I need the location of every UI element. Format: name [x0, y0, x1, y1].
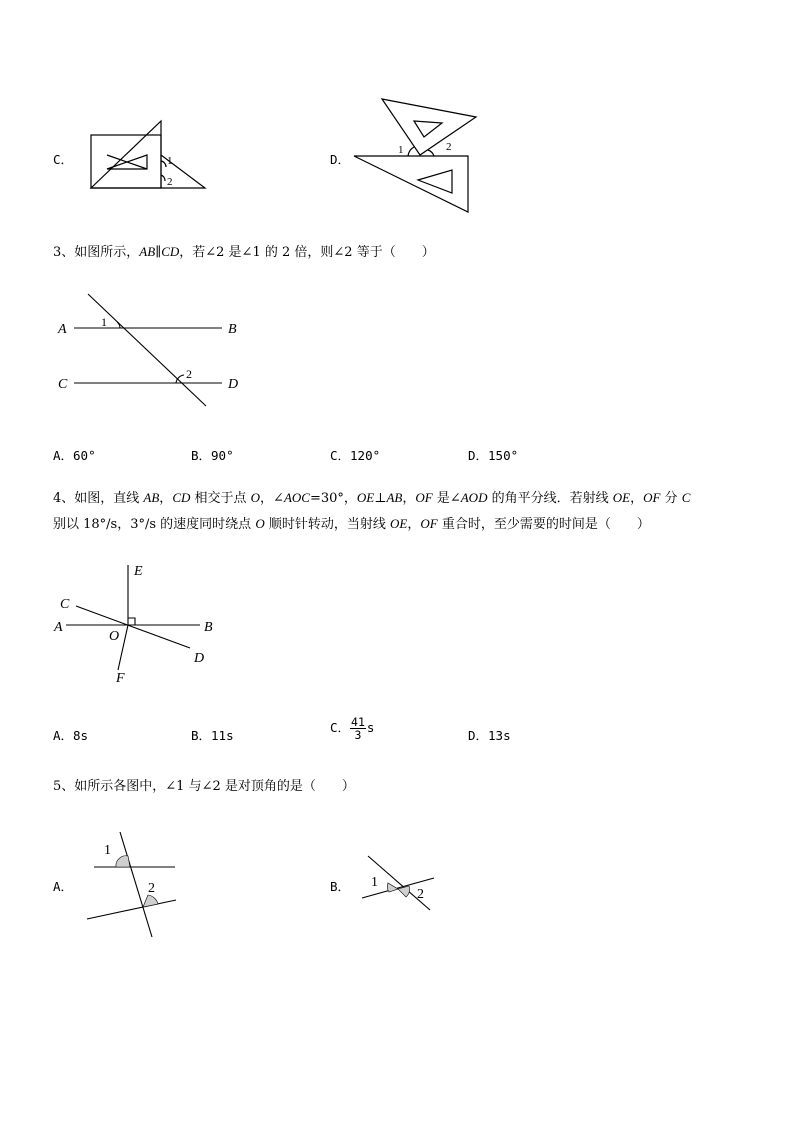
q4-l1-cd: CD [172, 490, 191, 505]
q5-a-angle1: 1 [104, 843, 111, 858]
q4-l1-of: OF [415, 490, 433, 505]
q3-option-a[interactable]: A．60° [53, 448, 96, 463]
q4-l1-t8: 是∠ [432, 491, 461, 506]
q4-l1-t11: 分 [660, 491, 682, 506]
q5-option-a-figure [82, 826, 182, 941]
question-5-text: 5、如所示各图中，∠1 与∠2 是对顶角的是（ ） [53, 779, 355, 794]
q4-l1-aoc: AOC [283, 490, 310, 505]
q4-l2-t3: ， [407, 517, 421, 532]
q4-l2-t1: 别以 18°/s，3°/s 的速度同时绕点 [53, 517, 256, 532]
q4-option-c-label: C． [330, 720, 351, 736]
q4-option-c-num: 41 [351, 715, 365, 729]
option-d-label: D． [330, 152, 351, 167]
q4-l1-t9: 的角平分线．若射线 [487, 491, 613, 506]
q4-l1-t3: 相交于点 [190, 491, 251, 506]
question-4-figure [50, 558, 230, 688]
q3-angle2: 2 [186, 367, 192, 381]
q4-l1-aod: AOD [460, 490, 488, 505]
option-c-label: C． [53, 152, 74, 167]
q4-label-e: E [134, 564, 143, 579]
q4-l1-o: O [250, 490, 261, 505]
q4-option-d[interactable]: D．13s [468, 728, 511, 743]
q3-label-c: C [58, 377, 68, 392]
option-d-figure [348, 95, 478, 215]
question-4-line1 [53, 487, 690, 506]
q3-text-post: ，若∠2 是∠1 的 2 倍，则∠2 等于（ ） [179, 245, 435, 260]
q4-l2-t4: 重合时，至少需要的时间是（ ） [437, 517, 650, 532]
q4-label-f: F [116, 671, 125, 686]
q3-ab: AB [139, 244, 156, 259]
q4-l2-of: OF [420, 516, 438, 531]
option-c-angle1: 1 [167, 155, 173, 167]
q4-l2-t2: 顺时针转动，当射线 [264, 517, 390, 532]
q3-cd: CD [161, 244, 180, 259]
q4-option-b[interactable]: B．11s [191, 728, 234, 743]
q4-l1-c: C [681, 490, 691, 505]
q4-label-d: D [194, 651, 205, 666]
q3-text-pre: 如图所示， [74, 245, 140, 260]
question-3-text [53, 241, 435, 260]
q4-l1-t4: ，∠ [260, 491, 284, 506]
q3-option-b[interactable]: B．90° [191, 448, 234, 463]
q3-number: 3、 [53, 245, 75, 260]
question-3-figure [52, 288, 257, 413]
q4-option-a[interactable]: A．8s [53, 728, 89, 743]
q4-label-a: A [54, 620, 63, 635]
q5-option-b-label[interactable]: B． [330, 879, 351, 894]
q4-option-c-den: 3 [354, 728, 362, 743]
q5-option-a-label[interactable]: A． [53, 879, 74, 894]
q3-parallel: ∥ [155, 245, 162, 260]
q4-l1-of2: OF [643, 490, 661, 505]
option-d-angle1: 1 [398, 144, 404, 156]
q3-option-c[interactable]: C．120° [330, 448, 381, 463]
q4-option-c-fraction [350, 716, 366, 741]
option-d-angle2: 2 [446, 141, 452, 153]
q4-label-o: O [109, 629, 120, 644]
q5-b-angle1: 1 [371, 875, 378, 890]
q4-option-c[interactable] [330, 716, 374, 741]
q5-option-b-figure [358, 852, 440, 914]
q4-label-c: C [60, 597, 70, 612]
q4-l1-t5: =30°， [309, 491, 357, 506]
q4-l1-ab: AB [143, 490, 160, 505]
option-c-figure [85, 115, 210, 195]
q4-l1-oe: OE [356, 490, 375, 505]
q4-label-b: B [204, 620, 213, 635]
q5-b-angle2: 2 [417, 887, 424, 902]
q4-l1-t7: ， [402, 491, 416, 506]
q4-l1-oe2: OE [612, 490, 631, 505]
q4-l1-t6: ⊥ [374, 491, 387, 506]
q4-option-c-unit: s [366, 720, 375, 736]
q4-l2-o: O [255, 516, 265, 531]
q4-l2-oe: OE [389, 516, 408, 531]
q4-l1-ab2: AB [386, 490, 403, 505]
q3-label-d: D [228, 377, 239, 392]
q3-option-d[interactable]: D．150° [468, 448, 519, 463]
question-4-line2 [53, 513, 650, 532]
q3-label-a: A [58, 322, 67, 337]
q4-l1-t2: ， [159, 491, 173, 506]
option-c-angle2: 2 [167, 176, 173, 188]
q3-label-b: B [228, 322, 237, 337]
q4-l1-t1: 4、如图，直线 [53, 491, 144, 506]
q5-a-angle2: 2 [148, 881, 155, 896]
q3-angle1: 1 [101, 315, 107, 329]
q4-l1-t10: ， [630, 491, 644, 506]
